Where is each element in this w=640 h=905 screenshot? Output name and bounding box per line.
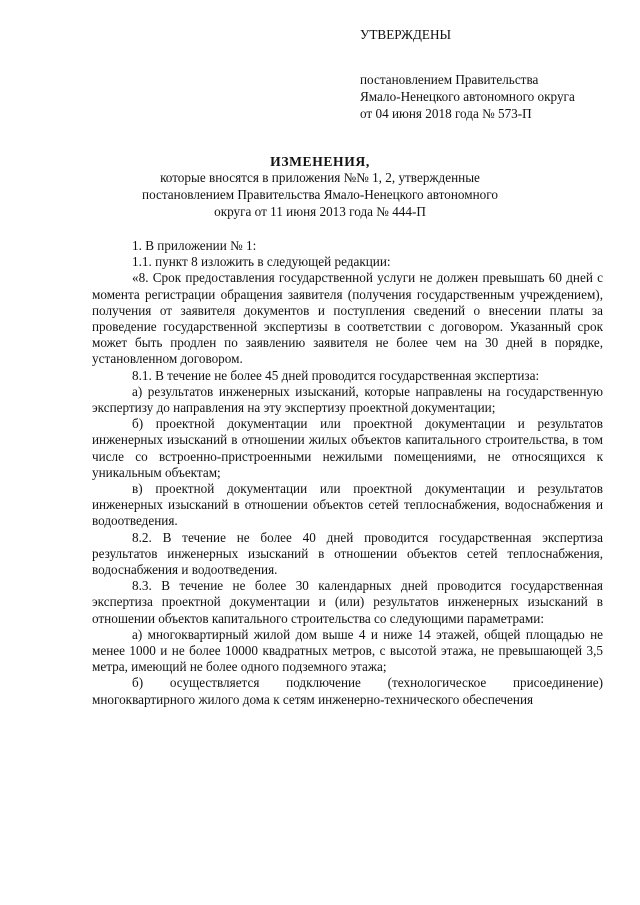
paragraph-8-3: 8.3. В течение не более 30 календарных дней проводится государственная экспертиза проектной документации и (или) результатов инженерных изысканий в отношении объектов капитального строительства со следующими параметрами: bbox=[92, 578, 603, 626]
approval-title: УТВЕРЖДЕНЫ bbox=[360, 27, 452, 42]
paragraph-8-1-v: в) проектной документации или проектной документации и результатов инженерных изысканий в отношении объектов сетей теплоснабжения, водоснабжения и водоотведения. bbox=[92, 481, 603, 529]
paragraph-8-1: 8.1. В течение не более 45 дней проводится государственная экспертиза: bbox=[132, 367, 540, 383]
paragraph-appendix-1: 1. В приложении № 1: bbox=[132, 238, 257, 253]
paragraph-1-1: 1.1. пункт 8 изложить в следующей редакции: bbox=[132, 254, 391, 270]
document-subtitle bbox=[100, 169, 540, 220]
document-subtitle-line-1: которые вносятся в приложения №№ 1, 2, утвержденные bbox=[160, 170, 480, 185]
paragraph-8-1-b: б) проектной документации или проектной документации и результатов инженерных изысканий в отношении жилых объектов капитального строительства, в том числе со встроенно-пристроенными нежилыми помещениями, не относящихся к уникальным объектам; bbox=[92, 416, 603, 480]
document-body bbox=[92, 238, 603, 708]
paragraph-8-2: 8.2. В течение не более 40 дней проводится государственная экспертиза результатов инженерных изысканий в отношении объектов сетей теплоснабжения, водоснабжения и водоотведения. bbox=[92, 529, 603, 578]
document-title: ИЗМЕНЕНИЯ, bbox=[270, 154, 370, 169]
approval-block bbox=[360, 26, 600, 122]
approval-line-1: постановлением Правительства bbox=[360, 72, 539, 87]
approval-line-2: Ямало-Ненецкого автономного округа bbox=[360, 89, 575, 104]
paragraph-8-3-a: а) многоквартирный жилой дом выше 4 и ниже 14 этажей, общей площадью не менее 1000 и не более 10000 квадратных метров, с высотой этажа, не превышающей 3,5 метра, имеющий не более одного подземного этажа; bbox=[92, 626, 603, 675]
document-subtitle-line-2: постановлением Правительства Ямало-Ненецкого автономного bbox=[142, 187, 498, 202]
document-subtitle-line-3: округа от 11 июня 2013 года № 444-П bbox=[214, 204, 426, 219]
paragraph-8-1-a: а) результатов инженерных изысканий, которые направлены на государственную экспертизу до направления на эту экспертизу проектной документации; bbox=[92, 383, 603, 416]
approval-line-3: от 04 июня 2018 года № 573-П bbox=[360, 106, 532, 121]
paragraph-8: «8. Срок предоставления государственной услуги не должен превышать 60 дней с момента регистрации обращения заявителя (получения государственным учреждением), получения от заявителя документов и поступления сведений о внесении платы за проведение государственной экспертизы в соответствии с договором. Указанный срок может быть продлен по заявлению заявителя не более чем на 30 дней в порядке, установленном договором. bbox=[92, 270, 603, 367]
paragraph-8-3-b: б) осуществляется подключение (технологическое присоединение) многоквартирного жилого дома к сетям инженерно-технического обеспечения bbox=[92, 675, 603, 707]
